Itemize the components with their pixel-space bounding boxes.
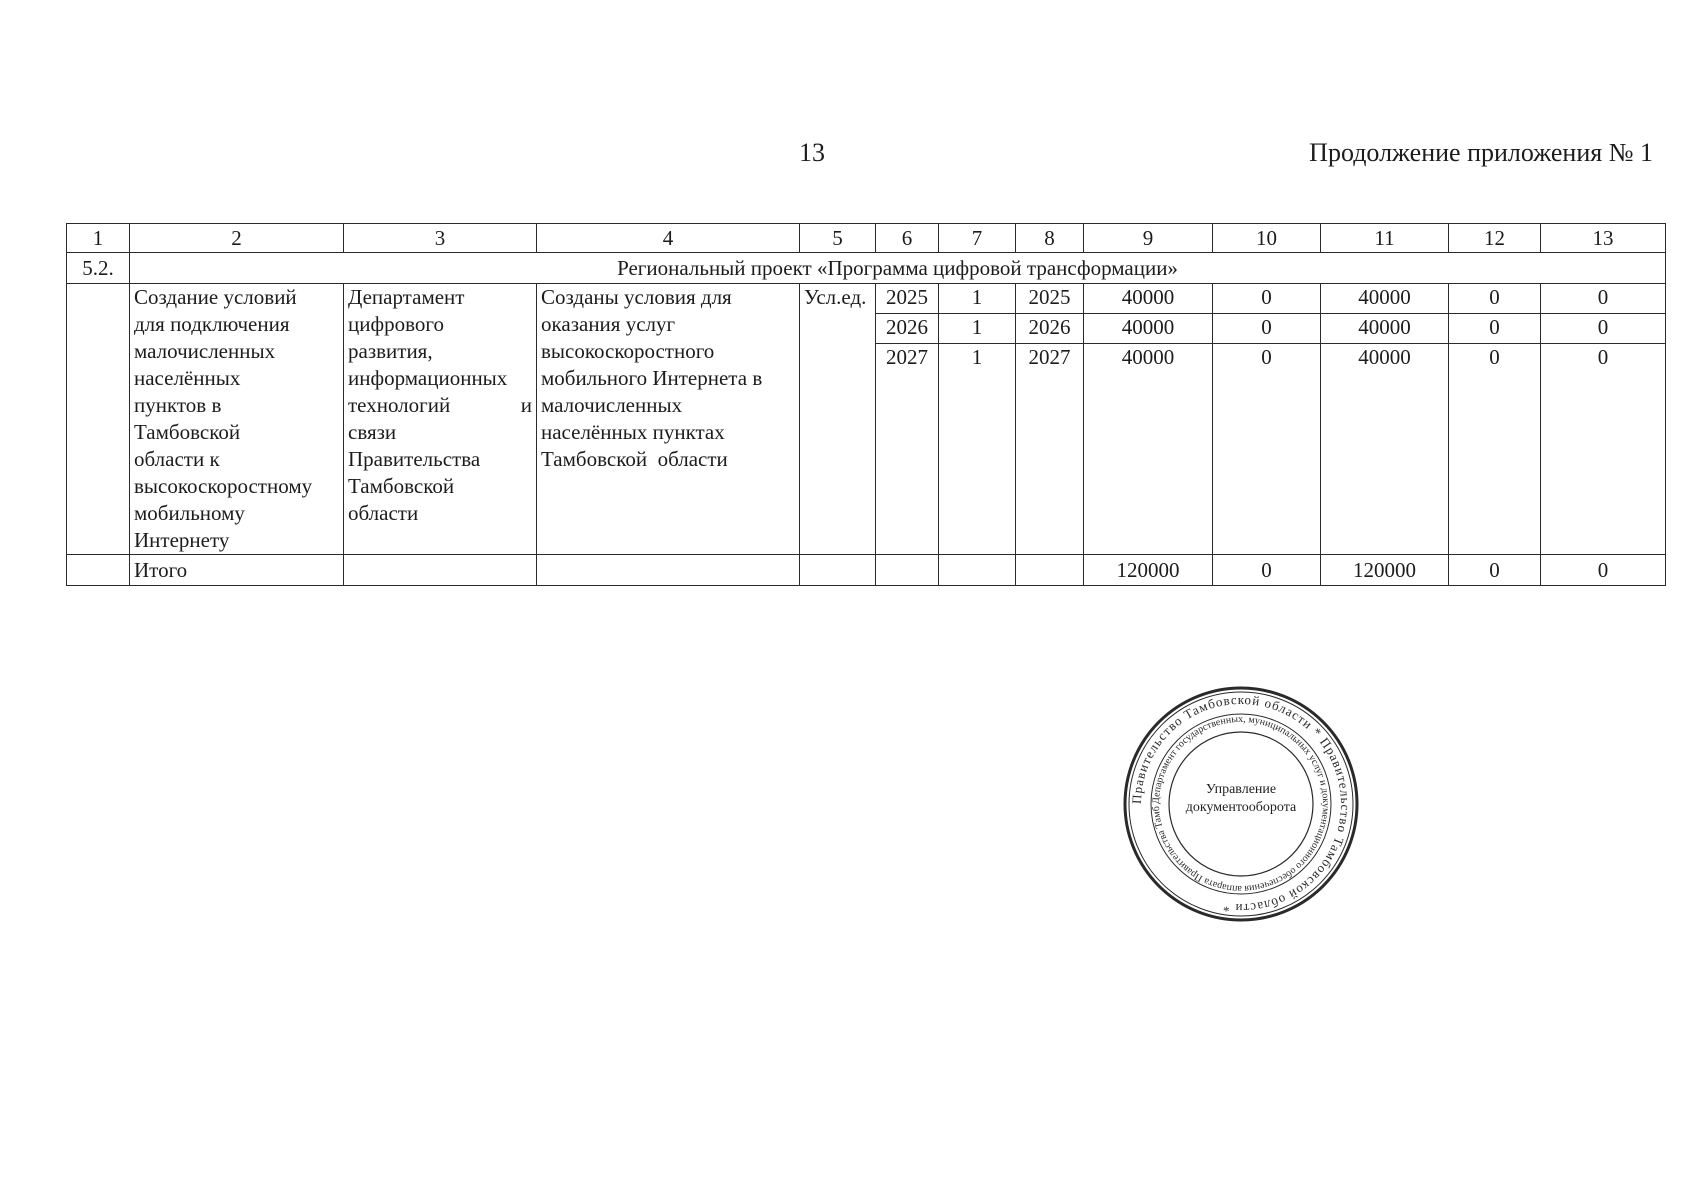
amount-cell: 40000 <box>1084 284 1213 314</box>
section-title: Региональный проект «Программа цифровой трансформации» <box>130 253 1666 284</box>
justified-text-line <box>348 392 532 419</box>
text-line: Тамбовской области <box>541 447 728 471</box>
year-cell: 2027 <box>1016 344 1084 555</box>
empty-cell <box>1016 555 1084 586</box>
section-number: 5.2. <box>67 253 130 284</box>
amount-cell: 0 <box>1541 284 1666 314</box>
seal-center-line: Управление <box>1205 782 1277 797</box>
page-number: 13 <box>799 138 825 167</box>
column-header: 9 <box>1084 224 1213 253</box>
text-line: мобильному <box>134 501 245 525</box>
text-line: области <box>348 501 419 525</box>
text-line: Тамбовской <box>134 420 241 444</box>
empty-cell <box>939 555 1016 586</box>
year-cell: 2025 <box>876 284 939 314</box>
text-line: информационных <box>348 366 508 390</box>
total-amount-cell: 0 <box>1541 555 1666 586</box>
amount-cell: 0 <box>1449 314 1541 344</box>
amount-cell: 40000 <box>1084 314 1213 344</box>
text-line: Интернету <box>134 528 230 552</box>
value-cell: 1 <box>939 284 1016 314</box>
expected-result-cell <box>537 284 800 555</box>
amount-cell: 0 <box>1541 344 1666 555</box>
text-word: и <box>520 393 532 417</box>
empty-cell <box>67 555 130 586</box>
total-amount-cell: 120000 <box>1321 555 1449 586</box>
empty-cell <box>344 555 537 586</box>
text-line: области к <box>134 447 220 471</box>
text-line: оказания услуг <box>541 312 676 336</box>
value-cell: 1 <box>939 344 1016 555</box>
text-line: мобильного Интернета в <box>541 366 763 390</box>
empty-cell <box>537 555 800 586</box>
empty-cell <box>67 284 130 555</box>
table-row <box>67 284 1666 314</box>
text-line: Тамбовской <box>348 474 455 498</box>
year-cell: 2026 <box>876 314 939 344</box>
amount-cell: 40000 <box>1321 314 1449 344</box>
column-number-header-row <box>67 224 1666 253</box>
column-header: 11 <box>1321 224 1449 253</box>
column-header: 13 <box>1541 224 1666 253</box>
section-row <box>67 253 1666 284</box>
seal-center-text <box>1172 781 1310 817</box>
column-header: 4 <box>537 224 800 253</box>
amount-cell: 0 <box>1449 284 1541 314</box>
column-header: 10 <box>1213 224 1321 253</box>
official-seal-stamp <box>1122 685 1360 923</box>
amount-cell: 0 <box>1449 344 1541 555</box>
text-line: малочисленных <box>134 339 276 363</box>
amount-cell: 40000 <box>1321 344 1449 555</box>
year-cell: 2026 <box>1016 314 1084 344</box>
total-amount-cell: 120000 <box>1084 555 1213 586</box>
appendix-continuation-note: Продолжение приложения № 1 <box>1309 138 1653 167</box>
total-amount-cell: 0 <box>1449 555 1541 586</box>
text-line: высокоскоростному <box>134 474 313 498</box>
column-header: 3 <box>344 224 537 253</box>
text-line: цифрового <box>348 312 444 336</box>
text-line: Правительства <box>348 447 481 471</box>
program-table <box>66 223 1666 586</box>
text-line: пунктов в <box>134 393 222 417</box>
seal-center-line: документооборота <box>1185 800 1297 815</box>
column-header: 5 <box>800 224 876 253</box>
total-amount-cell: 0 <box>1213 555 1321 586</box>
seal-outer-text: Правительство Тамбовской области * Правительство Тамбовской области * <box>1128 691 1354 917</box>
text-word: технологий <box>348 393 451 417</box>
total-row <box>67 555 1666 586</box>
value-cell: 1 <box>939 314 1016 344</box>
text-line: Созданы условия для <box>541 285 732 309</box>
seal-inner-text: Департамент государственных, муниципальных услуг и документационного обеспечения аппарата Правительства Тамб <box>1150 713 1332 895</box>
text-line: населённых пунктах <box>541 420 725 444</box>
column-header: 8 <box>1016 224 1084 253</box>
empty-cell <box>876 555 939 586</box>
text-line: малочисленных <box>541 393 683 417</box>
responsible-executor-cell <box>344 284 537 555</box>
column-header: 2 <box>130 224 344 253</box>
text-line: связи <box>348 420 397 444</box>
amount-cell: 40000 <box>1084 344 1213 555</box>
amount-cell: 0 <box>1213 314 1321 344</box>
amount-cell: 0 <box>1541 314 1666 344</box>
year-cell: 2027 <box>876 344 939 555</box>
column-header: 1 <box>67 224 130 253</box>
column-header: 7 <box>939 224 1016 253</box>
unit-cell: Усл.ед. <box>800 284 876 555</box>
text-line: Департамент <box>348 285 465 309</box>
text-line: развития, <box>348 339 433 363</box>
total-label: Итого <box>130 555 344 586</box>
column-header: 6 <box>876 224 939 253</box>
text-line: высокоскоростного <box>541 339 715 363</box>
empty-cell <box>800 555 876 586</box>
amount-cell: 40000 <box>1321 284 1449 314</box>
text-line: Создание условий <box>134 285 297 309</box>
amount-cell: 0 <box>1213 284 1321 314</box>
year-cell: 2025 <box>1016 284 1084 314</box>
activity-name-cell <box>130 284 344 555</box>
text-line: населённых <box>134 366 241 390</box>
column-header: 12 <box>1449 224 1541 253</box>
amount-cell: 0 <box>1213 344 1321 555</box>
text-line: для подключения <box>134 312 290 336</box>
